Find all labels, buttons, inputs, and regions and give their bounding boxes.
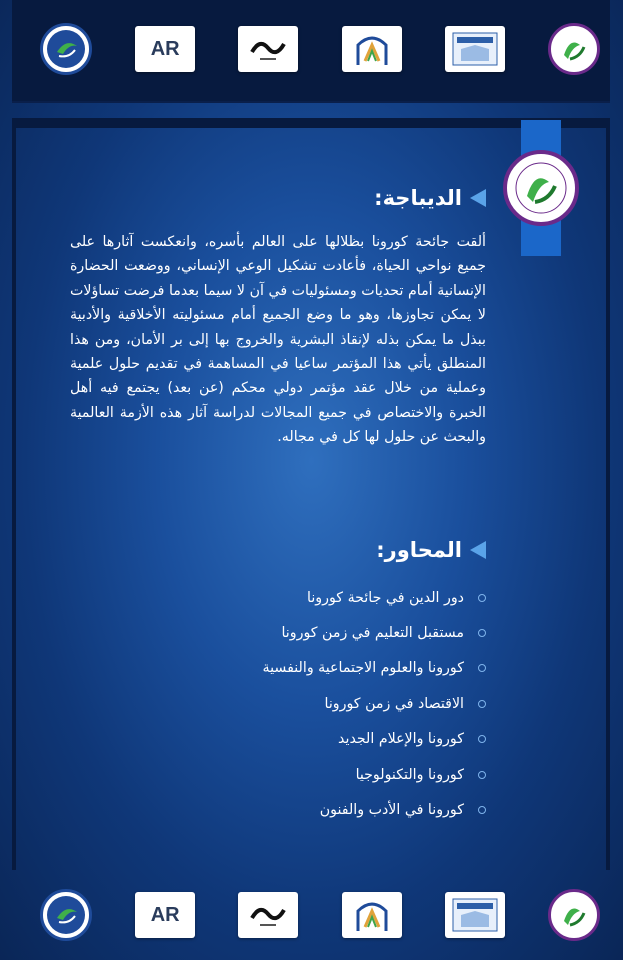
circle-bullet-icon	[478, 700, 486, 708]
axes-list-item: كورونا في الأدب والفنون	[66, 792, 486, 827]
language-forum-emblem-icon	[554, 895, 594, 935]
axes-title: المحاور:	[376, 538, 462, 562]
giresun-university-logo	[40, 23, 92, 75]
bottom-logos-row	[40, 880, 600, 950]
arch-logo	[342, 892, 402, 938]
ar-logo	[135, 26, 195, 72]
axes-list-item: دور الدين في جائحة كورونا	[66, 580, 486, 615]
circle-bullet-icon	[478, 594, 486, 602]
circle-bullet-icon	[478, 806, 486, 814]
circle-bullet-icon	[478, 735, 486, 743]
ens-building-icon	[451, 31, 499, 67]
ar-logo-text: AR	[150, 903, 180, 926]
sama-logo	[238, 26, 298, 72]
triangle-bullet-icon	[470, 541, 486, 559]
ens-building-icon	[451, 897, 499, 933]
triangle-bullet-icon	[470, 189, 486, 207]
sama-logo	[238, 892, 298, 938]
ens-logo	[445, 26, 505, 72]
circle-bullet-icon	[478, 629, 486, 637]
arch-emblem-icon	[352, 897, 392, 933]
arch-logo	[342, 26, 402, 72]
giresun-emblem-icon	[45, 28, 87, 70]
sama-calligraphy-icon	[246, 900, 290, 930]
arch-emblem-icon	[352, 31, 392, 67]
axes-list-item: كورونا والعلوم الاجتماعية والنفسية	[66, 651, 486, 686]
forum-badge-emblem-icon	[513, 160, 569, 216]
language-forum-emblem-icon	[554, 29, 594, 69]
arabic-turkish-language-logo	[548, 23, 600, 75]
axes-list-item: كورونا والإعلام الجديد	[66, 722, 486, 757]
forum-badge-logo	[503, 150, 579, 226]
axes-list-item: الاقتصاد في زمن كورونا	[66, 686, 486, 721]
ar-logo-text: AR	[150, 37, 180, 60]
preamble-heading	[186, 186, 486, 210]
ens-logo	[445, 892, 505, 938]
top-logos-row	[40, 14, 600, 84]
ar-logo	[135, 892, 195, 938]
axes-list-item: مستقبل التعليم في زمن كورونا	[66, 615, 486, 650]
giresun-university-logo	[40, 889, 92, 941]
axes-heading	[186, 538, 486, 562]
circle-bullet-icon	[478, 771, 486, 779]
axes-list-item: كورونا والتكنولوجيا	[66, 757, 486, 792]
axes-list	[66, 580, 486, 828]
preamble-title: الديباجة:	[374, 186, 462, 210]
sama-calligraphy-icon	[246, 34, 290, 64]
arabic-turkish-language-logo	[548, 889, 600, 941]
giresun-emblem-icon	[45, 894, 87, 936]
circle-bullet-icon	[478, 664, 486, 672]
preamble-text: ألقت جائحة كورونا بظلالها على العالم بأسره، وانعكست آثارها على جميع نواحي الحياة، فأعادت تشكيل الوعي الإنساني، ووضعت الحضارة الإنسانية أمام تحديات ومسئوليات في آن لا سيما بعدما فرضت تساؤلات لا يمكن تجاوزها، وهو ما وضع الجميع أمام مسئوليته الأخلاقية والأدبية ببذل ما يمكن بذله لإنقاذ البشرية والخروج بها إلى بر الأمان، ومن هذا المنطلق يأتي هذا المؤتمر ساعيا في المساهمة في تقديم حلول علمية وعملية من خلال عقد مؤتمر دولي محكم (عن بعد) يجتمع فيه أهل الخبرة والاختصاص في جميع المجالات لدراسة آثار هذه الأزمة العالمية والبحث عن حلول لها كل في مجاله.	[70, 234, 486, 446]
